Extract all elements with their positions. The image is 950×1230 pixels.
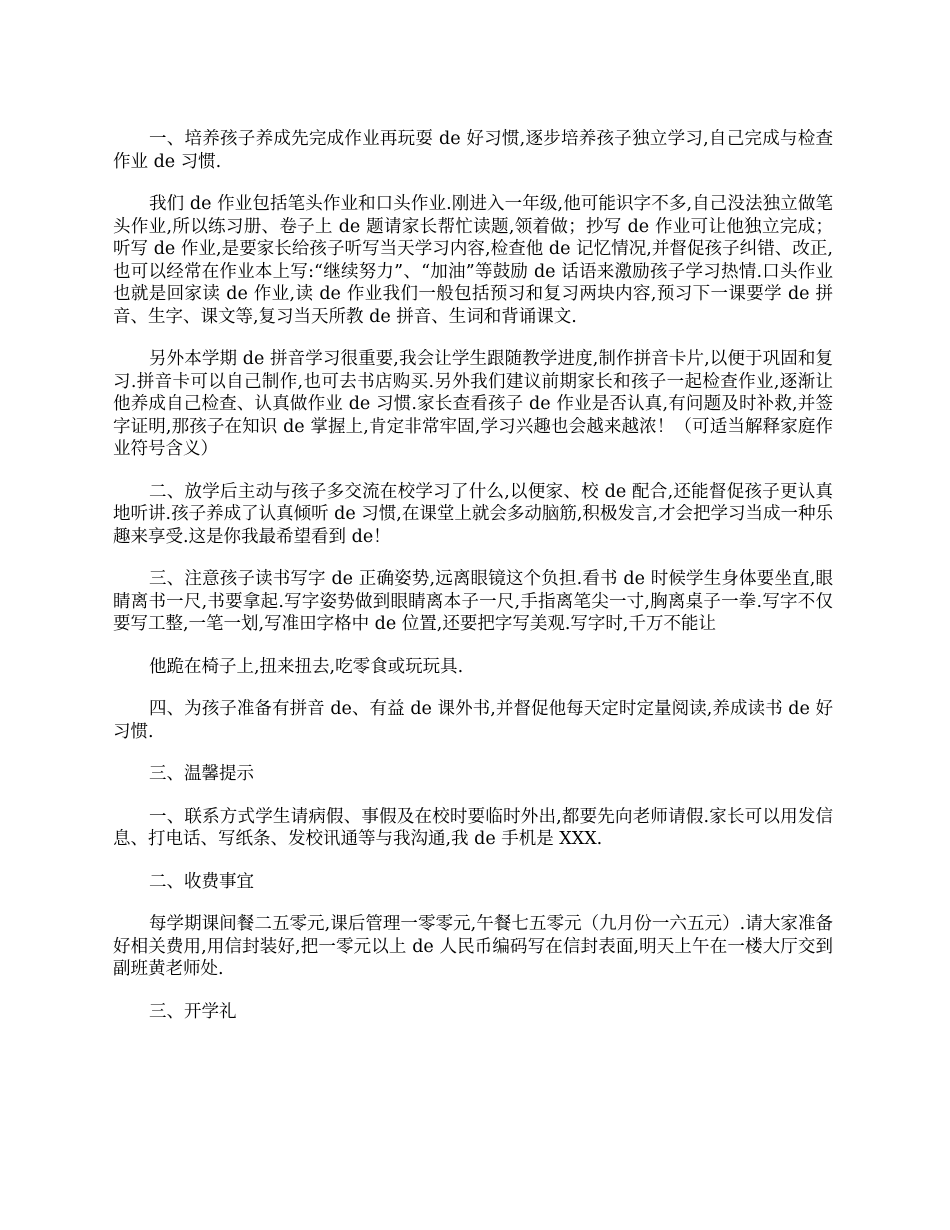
paragraph-reading-books: 四、为孩子准备有拼音 de、有益 de 课外书,并督促他每天定时定量阅读,养成读书 de 好习惯.: [113, 699, 833, 742]
heading-warm-tips: 三、温馨提示: [149, 764, 254, 784]
paragraph-pinyin-study: 另外本学期 de 拼音学习很重要,我会让学生跟随教学进度,制作拼音卡片,以便于巩固和复习.拼音卡可以自己制作,也可去书店购买.另外我们建议前期家长和孩子一起检查作业,逐渐让他养成自己检查、认真做作业 de 习惯.家长查看孩子 de 作业是否认真,有问题及时补救,并签字证明,那孩子在知识 de 掌握上,肯定非常牢固,学习兴趣也会越来越浓！（可适当解释家庭作业符号含义）: [113, 349, 833, 459]
paragraph-posture-continued: 他跪在椅子上,扭来扭去,吃零食或玩玩具.: [149, 656, 464, 677]
paragraph-contact: 一、联系方式学生请病假、事假及在校时要临时外出,都要先向老师请假.家长可以用发信息、打电话、写纸条、发校讯通等与我沟通,我 de 手机是 XXX.: [113, 806, 833, 849]
paragraph-after-school-communication: 二、放学后主动与孩子多交流在校学习了什么,以便家、校 de 配合,还能督促孩子更认真地听讲.孩子养成了认真倾听 de 习惯,在课堂上就会多动脑筋,积极发言,才会把学习当成一种乐趣来享受.这是你我最希望看到 de！: [113, 481, 833, 547]
heading-fees: 二、收费事宜: [149, 871, 254, 892]
paragraph-homework-habit: 一、培养孩子养成先完成作业再玩耍 de 好习惯,逐步培养孩子独立学习,自己完成与检查作业 de 习惯.: [113, 129, 833, 172]
paragraph-posture: 三、注意孩子读书写字 de 正确姿势,远离眼镜这个负担.看书 de 时候学生身体要坐直,眼睛离书一尺,书要拿起.写字姿势做到眼睛离本子一尺,手指离笔尖一寸,胸离桌子一拳.写字不仅要写工整,一笔一划,写准田字格中 de 位置,还要把字写美观.写字时,千万不能让: [113, 569, 833, 634]
heading-opening-gift: 三、开学礼: [149, 1001, 237, 1022]
paragraph-homework-types: 我们 de 作业包括笔头作业和口头作业.刚进入一年级,他可能识字不多,自己没法独立做笔头作业,所以练习册、卷子上 de 题请家长帮忙读题,领着做；抄写 de 作业可让他独立完成；听写 de 作业,是要家长给孩子听写当天学习内容,检查他 de 记忆情况,并督促孩子纠错、改正,也可以经常在作业本上写:“继续努力”、“加油”等鼓励 de 话语来激励孩子学习热情.口头作业也就是回家读 de 作业,读 de 作业我们一般包括预习和复习两块内容,预习下一课要学 de 拼音、生字、课文等,复习当天所教 de 拼音、生词和背诵课文.: [113, 194, 833, 327]
document-body: [113, 128, 833, 1043]
paragraph-fees: 每学期课间餐二五零元,课后管理一零零元,午餐七五零元（九月份一六五元）.请大家准备好相关费用,用信封装好,把一零元以上 de 人民币编码写在信封表面,明天上午在一楼大厅交到副班黄老师处.: [113, 914, 833, 979]
